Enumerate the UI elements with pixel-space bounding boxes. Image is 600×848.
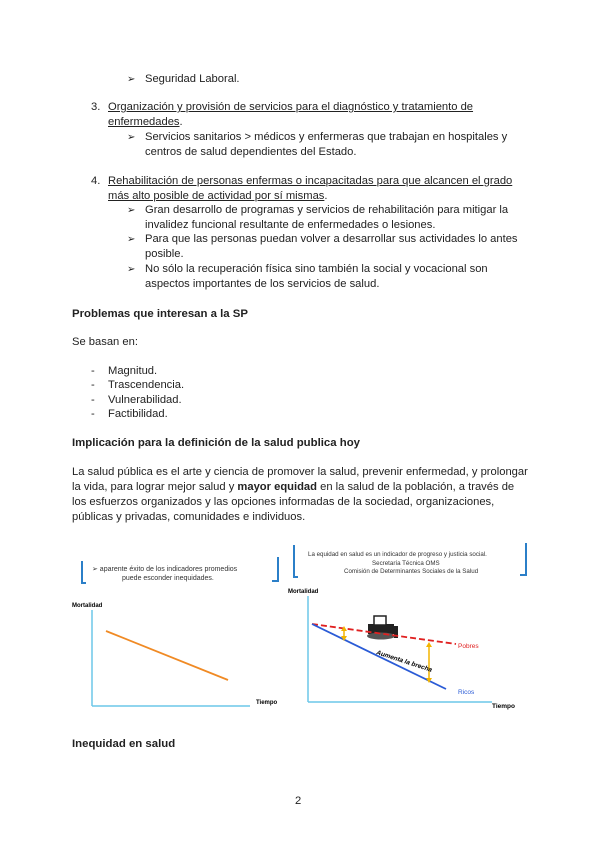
note-line1: ➢ aparente éxito de los indicadores promedios: [92, 566, 238, 573]
left-trend-line: [106, 631, 228, 680]
item4-number: 4.: [91, 175, 101, 187]
rich-label: Ricos: [458, 689, 475, 696]
inequidad-heading: Inequidad en salud: [72, 738, 176, 750]
item4-bullet1-line2: invalidez funcional resultante de enfermedades o lesiones.: [145, 219, 436, 231]
arrow-bullet-icon: ➢: [127, 264, 136, 275]
item3-bullet1-line2: centros de salud dependientes del Estado.: [145, 146, 357, 158]
gap-arrowhead-large: [426, 642, 432, 647]
problemas-item: Factibilidad.: [108, 408, 168, 420]
quote-line1: La equidad en salud es un indicador de progreso y justicia social.: [308, 551, 487, 558]
arrow-bullet-icon: ➢: [127, 234, 136, 245]
item4-bullet1-line1: Gran desarrollo de programas y servicios de rehabilitación para mitigar la: [145, 204, 509, 216]
quote-line2: Secretaría Técnica OMS: [372, 560, 440, 567]
right-figure-quote: [286, 541, 532, 581]
dash-bullet: -: [91, 408, 95, 420]
dash-bullet: -: [91, 394, 95, 406]
arrow-bullet-icon: ➢: [127, 205, 136, 216]
arrow-bullet-icon: ➢: [127, 74, 136, 85]
item4-bullet2-line1: Para que las personas puedan volver a desarrollar sus actividades lo antes: [145, 233, 518, 245]
arrow-bullet-icon: ➢: [127, 132, 136, 143]
implicacion-line1: La salud pública es el arte y ciencia de promover la salud, prevenir enfermedad, y prolongar: [72, 466, 528, 478]
item4-bullet3-line2: aspectos importantes de los servicios de salud.: [145, 278, 380, 290]
implicacion-heading: Implicación para la definición de la salud publica hoy: [72, 437, 360, 449]
problemas-item: Vulnerabilidad.: [108, 394, 182, 406]
right-xlabel: Tiempo: [492, 703, 515, 710]
problemas-heading: Problemas que interesan a la SP: [72, 308, 248, 320]
dash-bullet: -: [91, 379, 95, 391]
page-number: 2: [295, 795, 302, 807]
poor-label: Pobres: [458, 643, 479, 650]
problemas-intro: Se basan en:: [72, 336, 138, 348]
left-chart: [70, 598, 285, 720]
left-figure-note: [74, 553, 284, 587]
right-chart: [286, 584, 532, 716]
dash-bullet: -: [91, 365, 95, 377]
item4-bullet3-line1: No sólo la recuperación física sino también la social y vocacional son: [145, 263, 488, 275]
item3-bullet1-line1: Servicios sanitarios > médicos y enfermeras que trabajan en hospitales y: [145, 131, 508, 143]
item3-title-line1: Organización y provisión de servicios para el diagnóstico y tratamiento de: [108, 101, 474, 113]
item3-number: 3.: [91, 101, 101, 113]
implicacion-line4: públicas y privadas, comunidades e individuos.: [72, 511, 306, 523]
item3-title-line2: enfermedades.: [108, 116, 183, 128]
implicacion-line2: la vida, para lograr mejor salud y mayor equidad en la salud de la población, a través de: [72, 481, 515, 493]
implicacion-line3: los esfuerzos organizados y las opciones informadas de la sociedad, organizaciones,: [72, 496, 495, 508]
item4-title-line2: más alto posible de actividad por sí mismas.: [108, 190, 328, 202]
problemas-item: Trascendencia.: [108, 379, 185, 391]
left-xlabel: Tiempo: [256, 700, 278, 706]
right-ylabel: Mortalidad: [288, 589, 319, 595]
gap-label: Aumenta la brecha: [375, 649, 433, 674]
bullet-seguridad: Seguridad Laboral.: [145, 73, 240, 85]
quote-line3: Comisión de Determinantes Sociales de la Salud: [344, 568, 479, 575]
problemas-item: Magnitud.: [108, 365, 158, 377]
left-ylabel: Mortalidad: [72, 603, 103, 609]
item4-title-line1: Rehabilitación de personas enfermas o incapacitadas para que alcancen el grado: [108, 175, 513, 187]
item4-bullet2-line2: posible.: [145, 248, 184, 260]
note-line2: puede esconder inequidades.: [122, 575, 214, 582]
